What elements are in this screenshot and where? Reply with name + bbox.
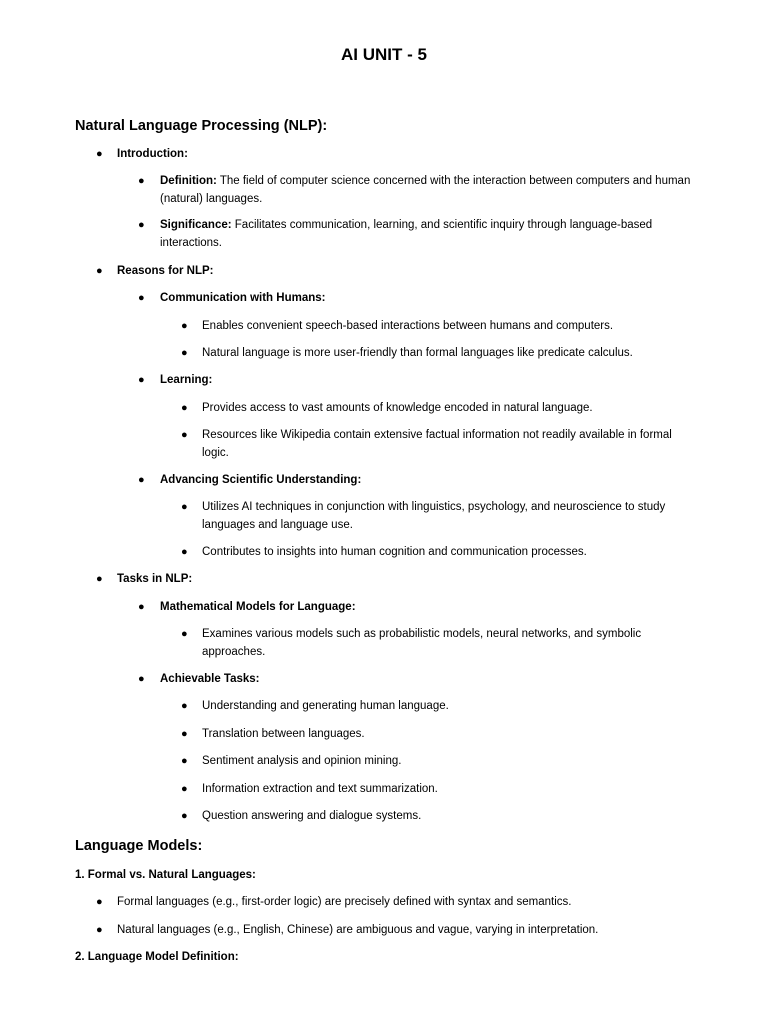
significance-text: Facilitates communication, learning, and scientific inquiry through language-based interactions. (160, 219, 653, 249)
list-item-label: Mathematical Models for Language: (160, 601, 356, 613)
list-item (181, 345, 701, 363)
bullet-icon: ● (181, 755, 188, 767)
list-item (181, 400, 701, 418)
list-item-reasons (96, 263, 696, 281)
definition-label: Definition: (160, 175, 217, 187)
list-item (181, 318, 701, 336)
list-item-models (138, 599, 698, 617)
formal-vs-natural-label: 1. Formal vs. Natural Languages: (75, 869, 256, 881)
list-item (181, 698, 701, 716)
bullet-icon: ● (138, 175, 145, 187)
list-item (181, 781, 701, 799)
definition-text: The field of computer science concerned with the interaction between computers and human (natural) languages. (160, 175, 691, 205)
list-item-text: Formal languages (e.g., first-order logic) are precisely defined with syntax and semantics. (117, 896, 572, 908)
nlp-heading: Natural Language Processing (NLP): (75, 118, 328, 134)
list-item (181, 499, 701, 534)
bullet-icon: ● (181, 728, 188, 740)
list-item (96, 922, 696, 940)
list-item-text: Understanding and generating human language. (202, 700, 449, 712)
list-item-text: Resources like Wikipedia contain extensive factual information not readily available in formal logic. (202, 429, 672, 459)
list-item (181, 626, 701, 661)
bullet-icon: ● (181, 546, 188, 558)
bullet-icon: ● (181, 628, 188, 640)
bullet-icon: ● (181, 402, 188, 414)
bullet-icon: ● (96, 265, 103, 277)
list-item-label: Tasks in NLP: (117, 573, 193, 585)
list-item-science (138, 472, 698, 490)
list-item-text: Provides access to vast amounts of knowledge encoded in natural language. (202, 402, 593, 414)
list-item-label: Communication with Humans: (160, 292, 326, 304)
list-item-significance (138, 217, 698, 252)
bullet-icon: ● (96, 924, 103, 936)
bullet-icon: ● (138, 219, 145, 231)
list-item-label: Introduction: (117, 148, 188, 160)
list-item-label: Advancing Scientific Understanding: (160, 474, 362, 486)
list-item-text: Question answering and dialogue systems. (202, 810, 422, 822)
bullet-icon: ● (138, 374, 145, 386)
list-item (181, 544, 701, 562)
list-item-communication (138, 290, 698, 308)
list-item-text: Information extraction and text summarization. (202, 783, 438, 795)
list-item-label: Achievable Tasks: (160, 673, 260, 685)
list-item-achievable (138, 671, 698, 689)
bullet-icon: ● (96, 573, 103, 585)
list-item-label: Reasons for NLP: (117, 265, 214, 277)
list-item-text: Translation between languages. (202, 728, 365, 740)
bullet-icon: ● (181, 810, 188, 822)
list-item (181, 427, 701, 462)
list-item-learning (138, 372, 698, 390)
bullet-icon: ● (181, 700, 188, 712)
list-item-definition (138, 173, 698, 208)
bullet-icon: ● (138, 601, 145, 613)
list-item-label: Learning: (160, 374, 213, 386)
bullet-icon: ● (181, 783, 188, 795)
bullet-icon: ● (181, 501, 188, 513)
list-item (181, 808, 701, 826)
bullet-icon: ● (138, 292, 145, 304)
bullet-icon: ● (181, 347, 188, 359)
bullet-icon: ● (181, 320, 188, 332)
list-item-text: Examines various models such as probabilistic models, neural networks, and symbolic approaches. (202, 628, 642, 658)
list-item-text: Utilizes AI techniques in conjunction with linguistics, psychology, and neuroscience to study languages and language use. (202, 501, 666, 531)
significance-label: Significance: (160, 219, 232, 231)
list-item-text: Enables convenient speech-based interactions between humans and computers. (202, 320, 614, 332)
language-models-heading: Language Models: (75, 838, 203, 854)
lm-definition-label: 2. Language Model Definition: (75, 951, 239, 963)
bullet-icon: ● (96, 148, 103, 160)
list-item-introduction (96, 146, 696, 164)
list-item-text: Natural language is more user-friendly than formal languages like predicate calculus. (202, 347, 633, 359)
list-item-tasks (96, 571, 696, 589)
bullet-icon: ● (138, 474, 145, 486)
list-item-text: Contributes to insights into human cognition and communication processes. (202, 546, 587, 558)
bullet-icon: ● (96, 896, 103, 908)
document-title: AI UNIT - 5 (341, 45, 427, 64)
list-item-text: Sentiment analysis and opinion mining. (202, 755, 402, 767)
list-item-text: Natural languages (e.g., English, Chinese) are ambiguous and vague, varying in interpretation. (117, 924, 599, 936)
list-item (181, 726, 701, 744)
bullet-icon: ● (181, 429, 188, 441)
list-item (181, 753, 701, 771)
bullet-icon: ● (138, 673, 145, 685)
list-item (96, 894, 696, 912)
